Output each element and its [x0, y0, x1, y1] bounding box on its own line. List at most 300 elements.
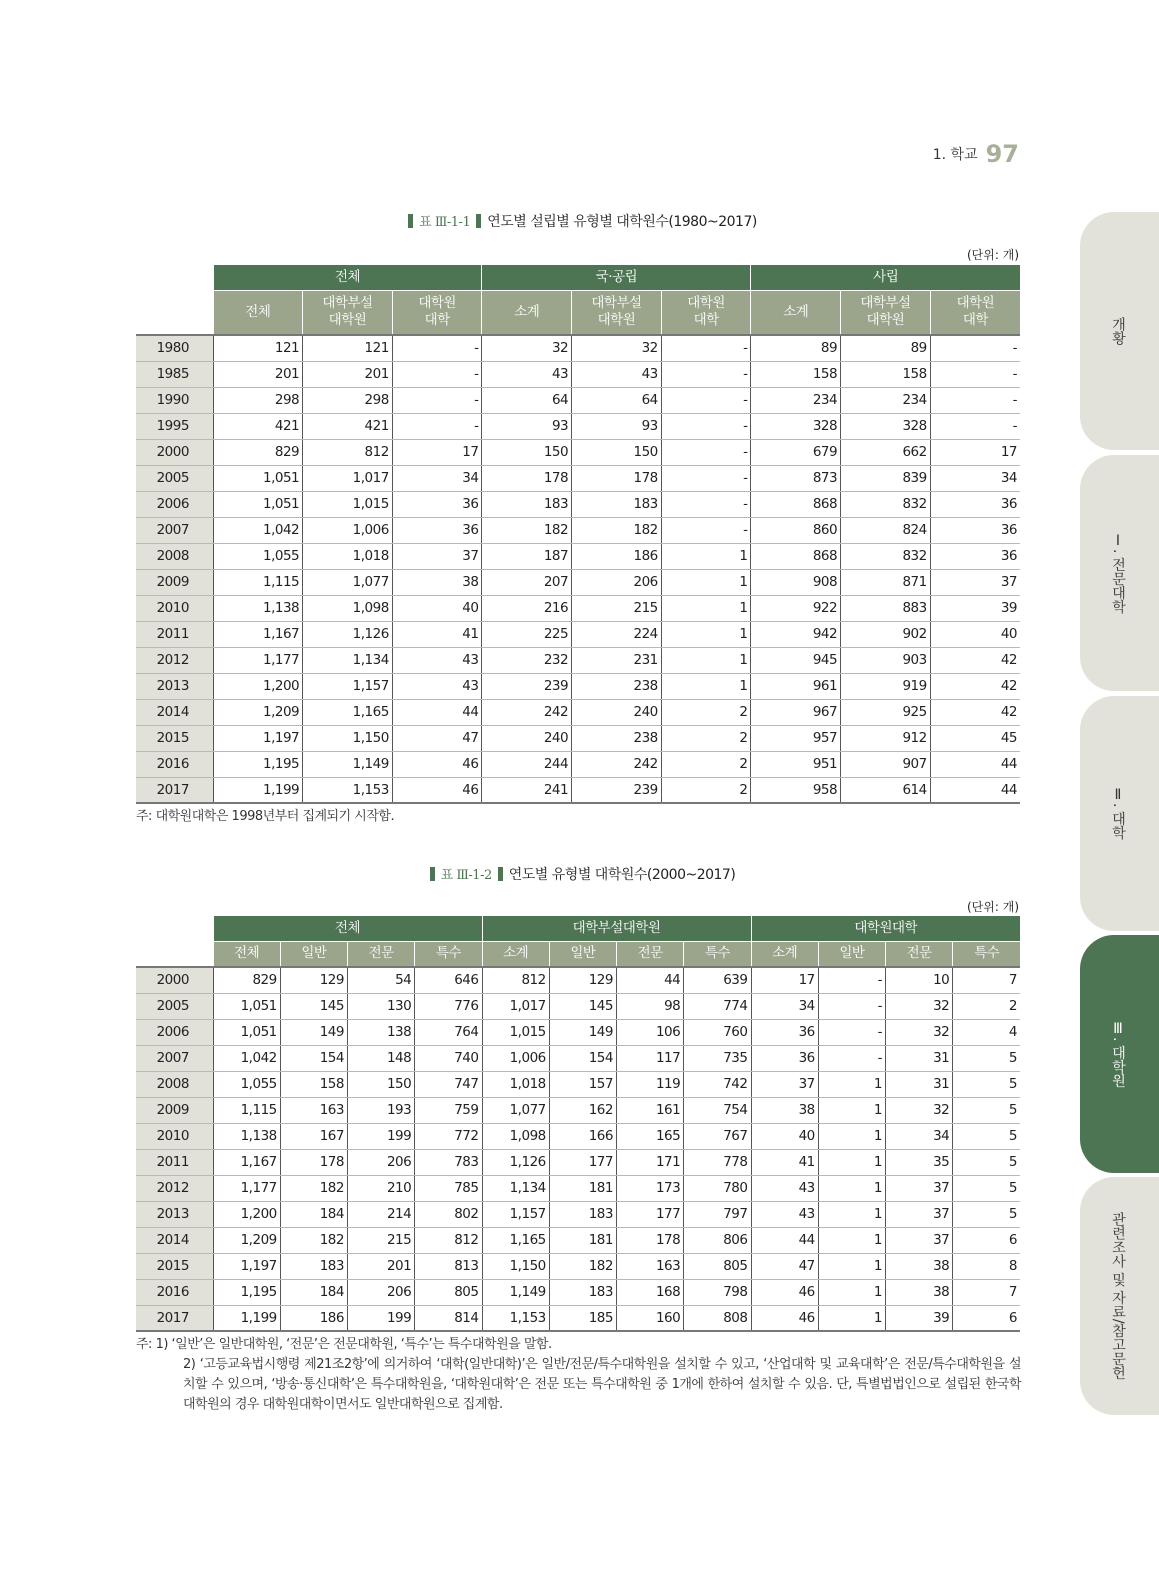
- cell: 805: [684, 1253, 751, 1279]
- cell: 182: [280, 1227, 347, 1253]
- cell: 1,200: [213, 1201, 280, 1227]
- cell: -: [392, 361, 482, 387]
- cell: 186: [280, 1305, 347, 1331]
- cell: 167: [280, 1123, 347, 1149]
- column-header: 일반: [280, 941, 347, 967]
- cell: 165: [617, 1123, 684, 1149]
- cell: 1,098: [303, 595, 393, 621]
- table-row: [136, 1097, 1020, 1123]
- cell: 1,055: [213, 1071, 280, 1097]
- cell: 148: [348, 1045, 415, 1071]
- caption-bar-icon: [430, 867, 435, 881]
- column-header: 대학원 대학: [930, 290, 1020, 335]
- cell: 216: [482, 595, 572, 621]
- cell: 40: [392, 595, 482, 621]
- cell: 1,017: [303, 465, 393, 491]
- cell: 145: [549, 993, 616, 1019]
- cell: 32: [886, 1097, 953, 1123]
- table-row: [136, 751, 1020, 777]
- cell: 42: [930, 647, 1020, 673]
- year-cell: 2011: [136, 1149, 213, 1175]
- table-row: [136, 621, 1020, 647]
- table-row: [136, 413, 1020, 439]
- cell: 173: [617, 1175, 684, 1201]
- cell: 5: [953, 1201, 1020, 1227]
- cell: 181: [549, 1227, 616, 1253]
- year-cell: 2010: [136, 595, 213, 621]
- column-header: 대학부설 대학원: [303, 290, 393, 335]
- group-header: 전체: [213, 916, 482, 941]
- table-row: [136, 647, 1020, 673]
- year-cell: 2012: [136, 1175, 213, 1201]
- cell: 186: [572, 543, 662, 569]
- cell: 1: [661, 673, 751, 699]
- cell: 177: [549, 1149, 616, 1175]
- cell: 1,138: [213, 1123, 280, 1149]
- table1-title: 연도별 설립별 유형별 대학원수(1980~2017): [487, 214, 757, 230]
- corner-cell: [136, 265, 213, 290]
- cell: -: [661, 517, 751, 543]
- year-cell: 2014: [136, 699, 213, 725]
- column-header: 소계: [482, 290, 572, 335]
- cell: 1: [818, 1227, 885, 1253]
- cell: 31: [886, 1071, 953, 1097]
- cell: 168: [617, 1279, 684, 1305]
- cell: 178: [572, 465, 662, 491]
- cell: 207: [482, 569, 572, 595]
- cell: 298: [213, 387, 303, 413]
- cell: 1,195: [213, 1279, 280, 1305]
- caption-bar-icon: [476, 214, 481, 228]
- table-row: [136, 1279, 1020, 1305]
- cell: 662: [841, 439, 931, 465]
- cell: 44: [392, 699, 482, 725]
- cell: 184: [280, 1201, 347, 1227]
- cell: 37: [886, 1201, 953, 1227]
- cell: 178: [482, 465, 572, 491]
- cell: 41: [751, 1149, 818, 1175]
- cell: 150: [572, 439, 662, 465]
- cell: 785: [415, 1175, 482, 1201]
- cell: 772: [415, 1123, 482, 1149]
- cell: 150: [482, 439, 572, 465]
- column-header: 일반: [818, 941, 885, 967]
- cell: -: [661, 387, 751, 413]
- cell: 239: [482, 673, 572, 699]
- cell: 1,138: [213, 595, 303, 621]
- table-row: [136, 1123, 1020, 1149]
- cell: 776: [415, 993, 482, 1019]
- cell: 1,167: [213, 621, 303, 647]
- cell: 117: [617, 1045, 684, 1071]
- cell: 808: [684, 1305, 751, 1331]
- cell: 814: [415, 1305, 482, 1331]
- side-tab-label: Ⅱ. 대학: [1110, 787, 1126, 840]
- cell: 150: [348, 1071, 415, 1097]
- cell: 1,015: [482, 1019, 549, 1045]
- column-header: 전문: [617, 941, 684, 967]
- cell: 868: [751, 491, 841, 517]
- cell: 1,149: [482, 1279, 549, 1305]
- cell: 183: [572, 491, 662, 517]
- cell: 951: [751, 751, 841, 777]
- cell: -: [661, 465, 751, 491]
- table-row: [136, 777, 1020, 803]
- cell: -: [661, 361, 751, 387]
- year-cell: 2014: [136, 1227, 213, 1253]
- cell: -: [930, 361, 1020, 387]
- cell: 961: [751, 673, 841, 699]
- year-cell: 2011: [136, 621, 213, 647]
- cell: 201: [213, 361, 303, 387]
- cell: 37: [751, 1071, 818, 1097]
- table-row: [136, 595, 1020, 621]
- cell: 149: [549, 1019, 616, 1045]
- cell: 6: [953, 1227, 1020, 1253]
- cell: 34: [751, 993, 818, 1019]
- cell: 1,051: [213, 1019, 280, 1045]
- corner-cell: [136, 290, 213, 335]
- year-cell: 2009: [136, 1097, 213, 1123]
- side-tab-label: 개황: [1110, 317, 1126, 345]
- table-row: [136, 465, 1020, 491]
- cell: -: [661, 335, 751, 361]
- cell: -: [930, 387, 1020, 413]
- table-row: [136, 993, 1020, 1019]
- cell: 1,134: [482, 1175, 549, 1201]
- cell: 754: [684, 1097, 751, 1123]
- cell: 1,150: [303, 725, 393, 751]
- cell: 45: [930, 725, 1020, 751]
- cell: 1: [818, 1071, 885, 1097]
- table-row: [136, 1201, 1020, 1227]
- cell: 2: [661, 725, 751, 751]
- year-cell: 2008: [136, 1071, 213, 1097]
- cell: 47: [751, 1253, 818, 1279]
- year-cell: 1980: [136, 335, 213, 361]
- cell: 64: [572, 387, 662, 413]
- column-header: 대학부설 대학원: [572, 290, 662, 335]
- cell: 46: [392, 777, 482, 803]
- table-row: [136, 1253, 1020, 1279]
- cell: 162: [549, 1097, 616, 1123]
- corner-cell: [136, 941, 213, 967]
- column-header: 특수: [953, 941, 1020, 967]
- table2-unit: (단위: 개): [967, 900, 1019, 914]
- cell: 242: [572, 751, 662, 777]
- table-row: [136, 1149, 1020, 1175]
- year-cell: 1985: [136, 361, 213, 387]
- side-tab-university[interactable]: [1080, 696, 1159, 931]
- cell: 1,199: [213, 777, 303, 803]
- cell: 1,209: [213, 699, 303, 725]
- side-tab-graduate-school[interactable]: [1080, 935, 1159, 1173]
- cell: 802: [415, 1201, 482, 1227]
- group-header: 대학부설대학원: [482, 916, 751, 941]
- cell: 958: [751, 777, 841, 803]
- cell: 1,200: [213, 673, 303, 699]
- cell: 215: [348, 1227, 415, 1253]
- cell: 2: [661, 777, 751, 803]
- cell: 64: [482, 387, 572, 413]
- side-tab-references[interactable]: [1080, 1177, 1159, 1415]
- cell: 44: [751, 1227, 818, 1253]
- cell: 43: [392, 647, 482, 673]
- year-cell: 2010: [136, 1123, 213, 1149]
- cell: 210: [348, 1175, 415, 1201]
- year-cell: 2015: [136, 725, 213, 751]
- cell: 298: [303, 387, 393, 413]
- cell: 32: [886, 1019, 953, 1045]
- cell: 36: [751, 1019, 818, 1045]
- cell: 44: [930, 777, 1020, 803]
- column-header: 소계: [751, 290, 841, 335]
- cell: 158: [841, 361, 931, 387]
- cell: 93: [482, 413, 572, 439]
- cell: 178: [280, 1149, 347, 1175]
- cell: 1: [818, 1123, 885, 1149]
- cell: 43: [392, 673, 482, 699]
- cell: 922: [751, 595, 841, 621]
- cell: 242: [482, 699, 572, 725]
- cell: 215: [572, 595, 662, 621]
- caption-bar-icon: [408, 214, 413, 228]
- cell: 868: [751, 543, 841, 569]
- cell: 1: [661, 621, 751, 647]
- cell: 241: [482, 777, 572, 803]
- table2-note-1: 주: 1) ‘일반’은 일반대학원, ‘전문’은 전문대학원, ‘특수’는 특수대학원을 말함.: [136, 1337, 552, 1352]
- group-header: 전체: [213, 265, 482, 290]
- cell: 166: [549, 1123, 616, 1149]
- cell: 43: [572, 361, 662, 387]
- column-header: 소계: [482, 941, 549, 967]
- group-header: 대학원대학: [751, 916, 1020, 941]
- cell: 43: [751, 1201, 818, 1227]
- table1-note: 주: 대학원대학은 1998년부터 집계되기 시작함.: [136, 809, 395, 824]
- table-row: [136, 1071, 1020, 1097]
- cell: 36: [930, 517, 1020, 543]
- year-cell: 2017: [136, 777, 213, 803]
- year-cell: 2005: [136, 993, 213, 1019]
- cell: 178: [617, 1227, 684, 1253]
- year-cell: 2012: [136, 647, 213, 673]
- cell: 912: [841, 725, 931, 751]
- cell: 824: [841, 517, 931, 543]
- cell: 1,115: [213, 569, 303, 595]
- cell: 183: [549, 1279, 616, 1305]
- cell: 185: [549, 1305, 616, 1331]
- cell: 646: [415, 967, 482, 993]
- table-row: [136, 673, 1020, 699]
- cell: 5: [953, 1097, 1020, 1123]
- cell: 129: [280, 967, 347, 993]
- cell: 759: [415, 1097, 482, 1123]
- year-cell: 2009: [136, 569, 213, 595]
- cell: 1,153: [303, 777, 393, 803]
- cell: 328: [751, 413, 841, 439]
- cell: 945: [751, 647, 841, 673]
- cell: 1,209: [213, 1227, 280, 1253]
- cell: 42: [930, 673, 1020, 699]
- cell: 238: [572, 725, 662, 751]
- cell: 89: [841, 335, 931, 361]
- cell: 42: [930, 699, 1020, 725]
- cell: 1: [661, 647, 751, 673]
- cell: 182: [482, 517, 572, 543]
- cell: 46: [751, 1279, 818, 1305]
- cell: 1,157: [303, 673, 393, 699]
- cell: 1: [661, 569, 751, 595]
- table-row: [136, 725, 1020, 751]
- cell: 1,197: [213, 1253, 280, 1279]
- cell: 89: [751, 335, 841, 361]
- cell: 43: [751, 1175, 818, 1201]
- cell: 1,006: [482, 1045, 549, 1071]
- column-header: 대학원 대학: [661, 290, 751, 335]
- side-tab-overview[interactable]: [1080, 212, 1159, 450]
- cell: 798: [684, 1279, 751, 1305]
- cell: 35: [886, 1149, 953, 1175]
- year-cell: 2015: [136, 1253, 213, 1279]
- side-tab-label: 관련조사 및 자료/참고문헌: [1110, 1212, 1126, 1380]
- year-cell: 2005: [136, 465, 213, 491]
- cell: -: [818, 967, 885, 993]
- year-cell: 2013: [136, 673, 213, 699]
- cell: 41: [392, 621, 482, 647]
- cell: 1,006: [303, 517, 393, 543]
- cell: 919: [841, 673, 931, 699]
- year-cell: 2006: [136, 491, 213, 517]
- year-cell: 2016: [136, 1279, 213, 1305]
- cell: 5: [953, 1045, 1020, 1071]
- cell: 34: [930, 465, 1020, 491]
- cell: 639: [684, 967, 751, 993]
- table2-code: 표 Ⅲ-1-2: [440, 868, 492, 883]
- cell: 902: [841, 621, 931, 647]
- cell: 17: [930, 439, 1020, 465]
- cell: 328: [841, 413, 931, 439]
- cell: 614: [841, 777, 931, 803]
- cell: 4: [953, 1019, 1020, 1045]
- cell: 37: [930, 569, 1020, 595]
- cell: 812: [482, 967, 549, 993]
- side-tab-junior-college[interactable]: [1080, 455, 1159, 691]
- cell: 1,165: [303, 699, 393, 725]
- cell: 2: [953, 993, 1020, 1019]
- cell: 421: [213, 413, 303, 439]
- cell: -: [930, 413, 1020, 439]
- cell: 832: [841, 543, 931, 569]
- cell: 37: [886, 1227, 953, 1253]
- cell: -: [392, 335, 482, 361]
- cell: 1: [818, 1253, 885, 1279]
- cell: 5: [953, 1071, 1020, 1097]
- column-header: 소계: [751, 941, 818, 967]
- cell: 740: [415, 1045, 482, 1071]
- cell: 1: [818, 1201, 885, 1227]
- cell: 214: [348, 1201, 415, 1227]
- cell: 5: [953, 1175, 1020, 1201]
- cell: 34: [392, 465, 482, 491]
- cell: 764: [415, 1019, 482, 1045]
- cell: 17: [751, 967, 818, 993]
- cell: 37: [886, 1175, 953, 1201]
- cell: 38: [392, 569, 482, 595]
- cell: 239: [572, 777, 662, 803]
- cell: 6: [953, 1305, 1020, 1331]
- caption-bar-icon: [498, 867, 503, 881]
- cell: 121: [303, 335, 393, 361]
- cell: 40: [751, 1123, 818, 1149]
- cell: 182: [280, 1175, 347, 1201]
- cell: 1,077: [482, 1097, 549, 1123]
- table-row: [136, 1175, 1020, 1201]
- cell: 1,051: [213, 993, 280, 1019]
- cell: 1: [818, 1149, 885, 1175]
- cell: 767: [684, 1123, 751, 1149]
- cell: 1,042: [213, 517, 303, 543]
- cell: 39: [886, 1305, 953, 1331]
- table-row: [136, 699, 1020, 725]
- cell: 201: [348, 1253, 415, 1279]
- cell: 201: [303, 361, 393, 387]
- cell: 1,149: [303, 751, 393, 777]
- cell: 1,165: [482, 1227, 549, 1253]
- group-header: 사립: [751, 265, 1020, 290]
- column-header: 전체: [213, 941, 280, 967]
- cell: 1,157: [482, 1201, 549, 1227]
- side-tab-label: Ⅰ. 전문대학: [1110, 532, 1126, 614]
- cell: -: [818, 1019, 885, 1045]
- cell: 183: [280, 1253, 347, 1279]
- cell: 1,015: [303, 491, 393, 517]
- cell: 1,018: [482, 1071, 549, 1097]
- table2-caption: [0, 864, 1159, 884]
- cell: 234: [841, 387, 931, 413]
- column-header: 특수: [415, 941, 482, 967]
- cell: 871: [841, 569, 931, 595]
- cell: 44: [617, 967, 684, 993]
- cell: 54: [348, 967, 415, 993]
- cell: 1,051: [213, 491, 303, 517]
- cell: 31: [886, 1045, 953, 1071]
- table1: [136, 265, 1020, 804]
- cell: 812: [415, 1227, 482, 1253]
- cell: 39: [930, 595, 1020, 621]
- cell: 171: [617, 1149, 684, 1175]
- cell: 10: [886, 967, 953, 993]
- cell: 46: [751, 1305, 818, 1331]
- cell: 1,051: [213, 465, 303, 491]
- cell: 157: [549, 1071, 616, 1097]
- cell: 184: [280, 1279, 347, 1305]
- cell: 138: [348, 1019, 415, 1045]
- year-cell: 2013: [136, 1201, 213, 1227]
- cell: 154: [549, 1045, 616, 1071]
- cell: 199: [348, 1305, 415, 1331]
- cell: 1,115: [213, 1097, 280, 1123]
- column-header: 대학원 대학: [392, 290, 482, 335]
- cell: 36: [930, 491, 1020, 517]
- cell: 34: [886, 1123, 953, 1149]
- section-label: 1. 학교: [932, 147, 978, 163]
- table-row: [136, 439, 1020, 465]
- cell: 46: [392, 751, 482, 777]
- cell: 1: [818, 1175, 885, 1201]
- cell: -: [930, 335, 1020, 361]
- cell: 121: [213, 335, 303, 361]
- table-row: [136, 543, 1020, 569]
